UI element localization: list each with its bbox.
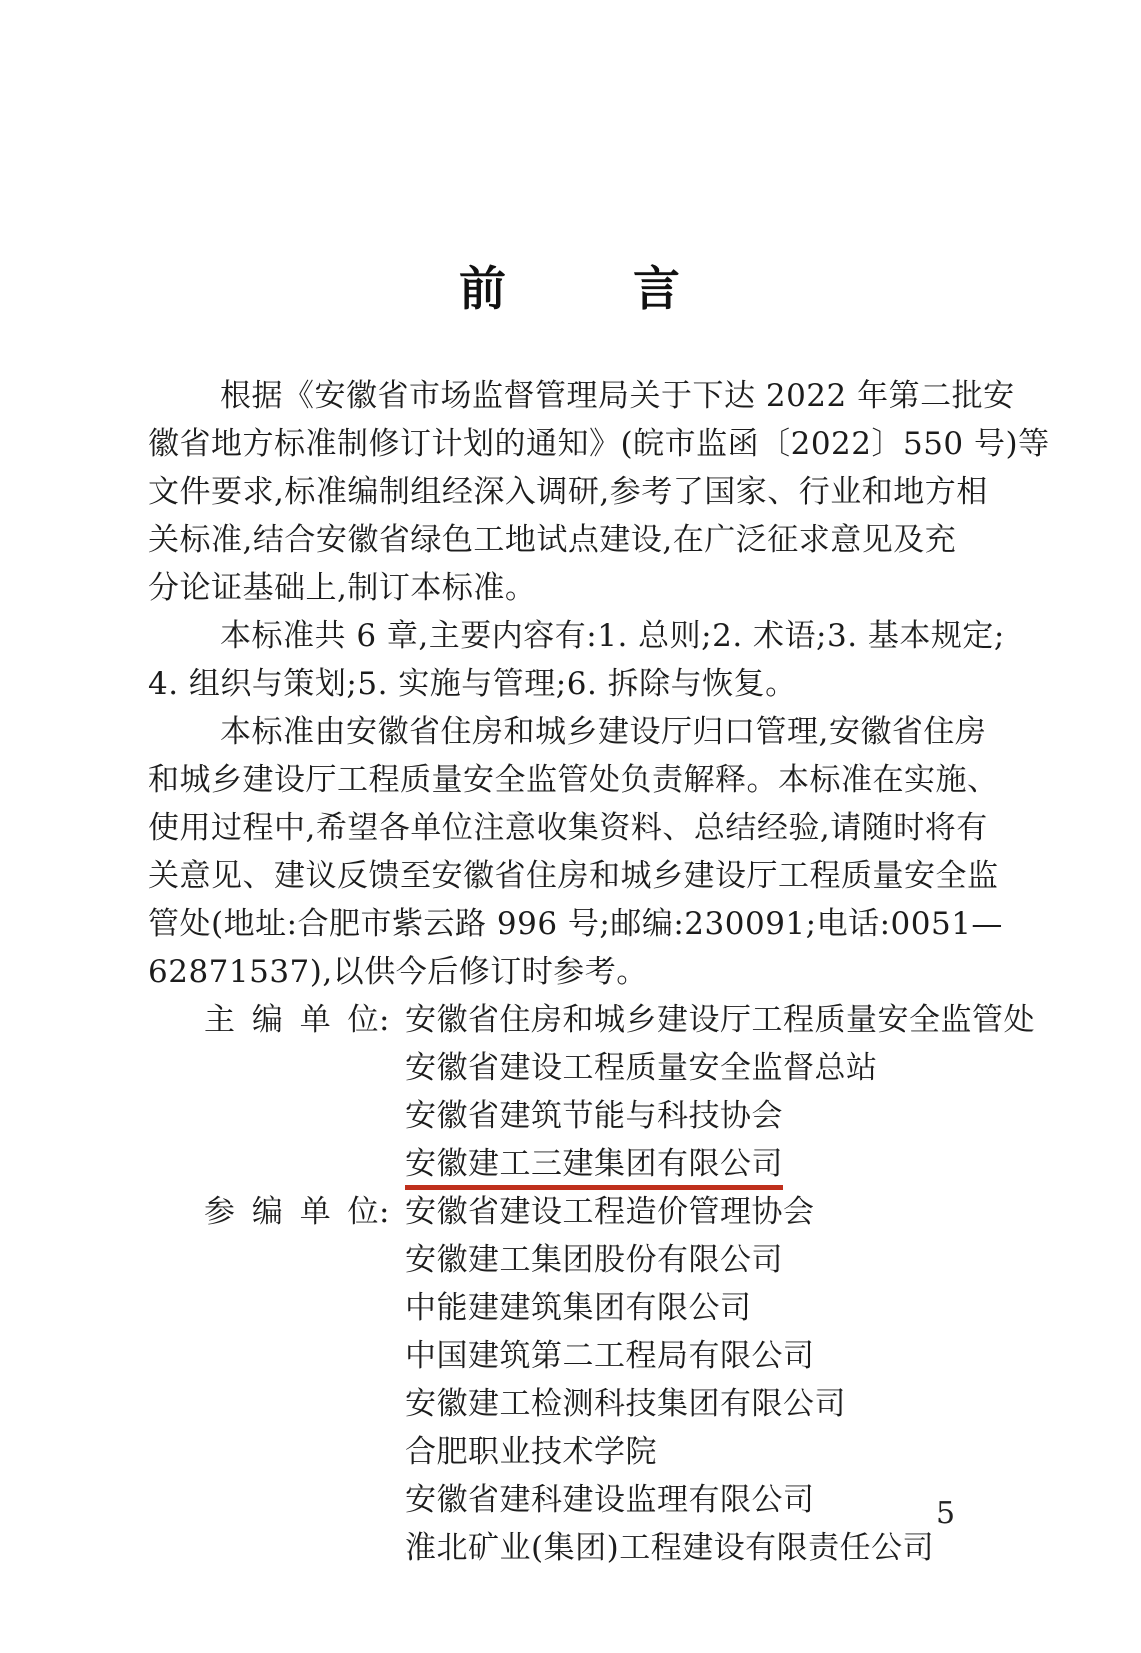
participants-label: 参 编 单 位:	[204, 1194, 391, 1230]
body-line: 本标准由安徽省住房和城乡建设厅归口管理,安徽省住房	[220, 714, 987, 750]
org-line-highlighted	[405, 1140, 1035, 1188]
org-line: 安徽建工集团股份有限公司	[405, 1242, 783, 1278]
org-line: 安徽省建筑节能与科技协会	[405, 1098, 783, 1134]
participants-org-list	[405, 1188, 1000, 1572]
body-line: 62871537),以供今后修订时参考。	[148, 954, 648, 990]
org-line: 合肥职业技术学院	[405, 1434, 657, 1470]
red-underlined-org: 安徽建工三建集团有限公司	[405, 1145, 783, 1190]
chief-editor-label: 主 编 单 位:	[204, 1002, 391, 1038]
body-line: 4. 组织与策划;5. 实施与管理;6. 拆除与恢复。	[148, 666, 797, 702]
org-line: 安徽省建科建设监理有限公司	[405, 1482, 815, 1518]
chief-editor-org-list	[405, 996, 1035, 1188]
body-line: 徽省地方标准制修订计划的通知》(皖市监函〔2022〕550 号)等	[148, 426, 1050, 462]
org-line: 中国建筑第二工程局有限公司	[405, 1338, 815, 1374]
org-line: 淮北矿业(集团)工程建设有限责任公司	[405, 1530, 935, 1566]
document-body	[148, 372, 1050, 1572]
body-line: 管处(地址:合肥市紫云路 996 号;邮编:230091;电话:0051—	[148, 906, 1003, 942]
org-line: 安徽省建设工程造价管理协会	[405, 1194, 815, 1230]
org-line: 安徽建工检测科技集团有限公司	[405, 1386, 846, 1422]
body-line: 文件要求,标准编制组经深入调研,参考了国家、行业和地方相	[148, 474, 988, 510]
body-line: 关标准,结合安徽省绿色工地试点建设,在广泛征求意见及充	[148, 522, 957, 558]
page-title-char-right: 言	[633, 262, 682, 317]
body-line: 和城乡建设厅工程质量安全监管处负责解释。本标准在实施、	[148, 762, 999, 798]
page-title	[0, 252, 1141, 319]
page-number: 5	[936, 1496, 956, 1531]
chief-editor-section	[148, 996, 1035, 1188]
participants-section	[148, 1188, 1000, 1572]
body-line: 分论证基础上,制订本标准。	[148, 570, 537, 606]
org-line: 安徽省住房和城乡建设厅工程质量安全监管处	[405, 1002, 1035, 1038]
org-line: 中能建建筑集团有限公司	[405, 1290, 752, 1326]
body-line: 使用过程中,希望各单位注意收集资料、总结经验,请随时将有	[148, 810, 988, 846]
body-line: 根据《安徽省市场监督管理局关于下达 2022 年第二批安	[220, 378, 1015, 414]
body-line: 关意见、建议反馈至安徽省住房和城乡建设厅工程质量安全监	[148, 858, 999, 894]
org-line: 安徽省建设工程质量安全监督总站	[405, 1050, 878, 1086]
page-title-char-left: 前	[459, 262, 508, 317]
body-line: 本标准共 6 章,主要内容有:1. 总则;2. 术语;3. 基本规定;	[220, 618, 1005, 654]
